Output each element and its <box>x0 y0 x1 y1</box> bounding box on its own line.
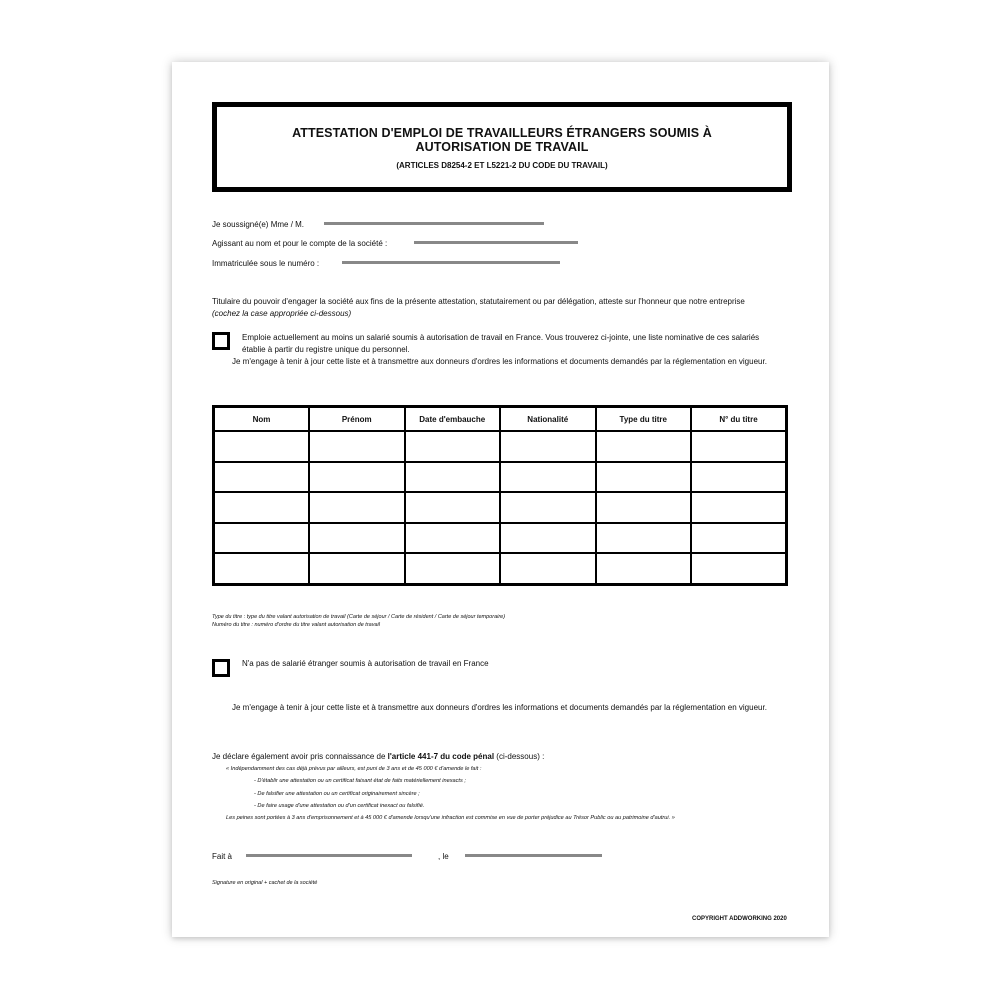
table-cell[interactable] <box>214 523 310 554</box>
col-header: Type du titre <box>596 407 692 432</box>
option1-engagement: Je m'engage à tenir à jour cette liste et à transmettre aux donneurs d'ordres les informations et documents demandés par la réglementation en vigueur. <box>232 357 767 366</box>
option1-checkbox[interactable] <box>212 332 230 350</box>
table-cell[interactable] <box>691 492 787 523</box>
col-header: Date d'embauche <box>405 407 501 432</box>
col-header: Nationalité <box>500 407 596 432</box>
table-cell[interactable] <box>405 523 501 554</box>
table-cell[interactable] <box>405 492 501 523</box>
table-cell[interactable] <box>500 553 596 584</box>
table-row <box>214 523 787 554</box>
table-cell[interactable] <box>214 462 310 493</box>
document-subtitle: (ARTICLES D8254-2 ET L5221-2 DU CODE DU TRAVAIL) <box>396 161 608 170</box>
signature-note: Signature en original + cachet de la société <box>212 880 318 886</box>
table-cell[interactable] <box>309 553 405 584</box>
soussigne-field[interactable] <box>324 222 544 225</box>
date-field[interactable] <box>465 854 602 857</box>
table-cell[interactable] <box>309 523 405 554</box>
declaration-prefix: Je déclare également avoir pris connaissance de <box>212 752 386 761</box>
option2-checkbox[interactable] <box>212 659 230 677</box>
table-cell[interactable] <box>691 553 787 584</box>
declaration-article: l'article 441-7 du code pénal <box>387 752 495 761</box>
declaration-suffix: (ci-dessous) : <box>496 752 545 761</box>
table-cell[interactable] <box>214 431 310 462</box>
table-cell[interactable] <box>691 523 787 554</box>
table-cell[interactable] <box>405 553 501 584</box>
date-label: , le <box>438 852 449 861</box>
col-header: N° du titre <box>691 407 787 432</box>
option1-text: Emploie actuellement au moins un salarié soumis à autorisation de travail en France. Vous trouverez ci-jointe, une liste nominative de ces salariés établie à partir du registre unique du personnel. <box>242 333 760 354</box>
title-box <box>212 102 792 192</box>
table-cell[interactable] <box>500 523 596 554</box>
fait-a-field[interactable] <box>246 854 412 857</box>
document-title: ATTESTATION D'EMPLOI DE TRAVAILLEURS ÉTRANGERS SOUMIS À AUTORISATION DE TRAVAIL <box>292 126 712 154</box>
quote-item: - De falsifier une attestation ou un certificat originairement sincère ; <box>254 791 420 797</box>
table-cell[interactable] <box>500 492 596 523</box>
col-header: Nom <box>214 407 310 432</box>
table-cell[interactable] <box>596 553 692 584</box>
copyright: COPYRIGHT ADDWORKING 2020 <box>692 916 787 922</box>
declaration-line <box>212 751 544 763</box>
societe-field[interactable] <box>414 241 578 244</box>
quote-intro: « Indépendamment des cas déjà prévus par ailleurs, est puni de 3 ans et de 45 000 € d'amende le fait : <box>226 766 482 772</box>
note-type-titre: Type du titre : type du titre valant autorisation de travail (Carte de séjour / Carte de résident / Carte de séjour temporaire) <box>212 614 506 620</box>
table-cell[interactable] <box>500 431 596 462</box>
agissant-label: Agissant au nom et pour le compte de la société : <box>212 239 388 248</box>
note-numero-titre: Numéro du titre : numéro d'ordre du titre valant autorisation de travail <box>212 622 380 628</box>
fait-a-label: Fait à <box>212 852 233 861</box>
table-cell[interactable] <box>309 431 405 462</box>
intro-text: Titulaire du pouvoir d'engager la société aux fins de la présente attestation, statutairement ou par délégation, atteste sur l'honneur que notre entreprise <box>212 297 745 306</box>
employees-table <box>212 405 788 586</box>
table-row <box>214 492 787 523</box>
quote-item: - D'établir une attestation ou un certificat faisant état de faits matériellement inexacts ; <box>254 778 466 784</box>
table-cell[interactable] <box>596 523 692 554</box>
table-cell[interactable] <box>405 462 501 493</box>
table-row <box>214 553 787 584</box>
table-cell[interactable] <box>309 492 405 523</box>
option2-engagement: Je m'engage à tenir à jour cette liste et à transmettre aux donneurs d'ordres les informations et documents demandés par la réglementation en vigueur. <box>232 703 767 712</box>
soussigne-label: Je soussigné(e) Mme / M. <box>212 220 305 229</box>
quote-closing: Les peines sont portées à 3 ans d'emprisonnement et à 45 000 € d'amende lorsqu'une infraction est commise en vue de porter préjudice au Trésor Public ou au patrimoine d'autrui. » <box>226 815 675 821</box>
option2-text: N'a pas de salarié étranger soumis à autorisation de travail en France <box>242 659 489 668</box>
table-cell[interactable] <box>309 462 405 493</box>
document-page <box>172 62 829 937</box>
numero-field[interactable] <box>342 261 560 264</box>
table-header-row <box>214 407 787 432</box>
table-cell[interactable] <box>596 462 692 493</box>
table-cell[interactable] <box>405 431 501 462</box>
table-cell[interactable] <box>596 431 692 462</box>
table-cell[interactable] <box>500 462 596 493</box>
immatriculee-label: Immatriculée sous le numéro : <box>212 259 320 268</box>
table-cell[interactable] <box>214 492 310 523</box>
table-cell[interactable] <box>691 462 787 493</box>
table-row <box>214 431 787 462</box>
table-cell[interactable] <box>691 431 787 462</box>
table-cell[interactable] <box>596 492 692 523</box>
table-cell[interactable] <box>214 553 310 584</box>
col-header: Prénom <box>309 407 405 432</box>
table-row <box>214 462 787 493</box>
quote-item: - De faire usage d'une attestation ou d'un certificat inexact ou falsifié. <box>254 803 425 809</box>
intro-hint: (cochez la case appropriée ci-dessous) <box>212 309 352 318</box>
